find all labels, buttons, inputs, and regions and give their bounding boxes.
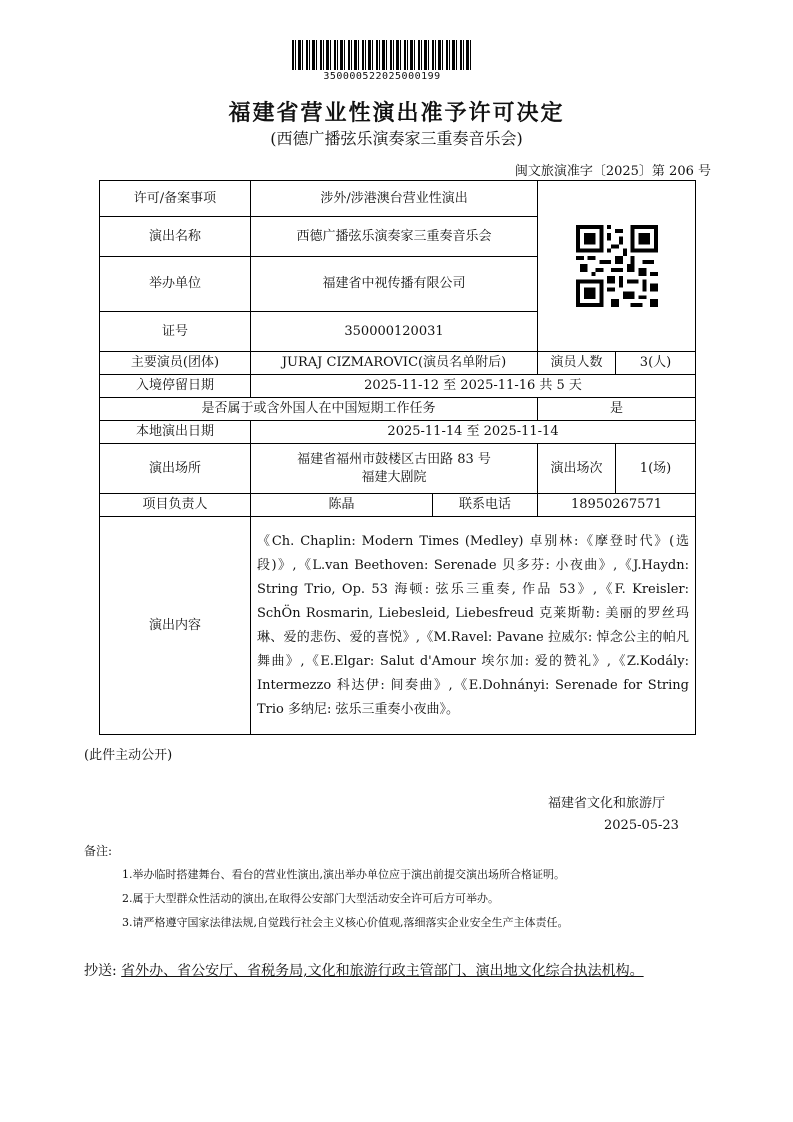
value-performer-count: 3(人) (616, 352, 696, 375)
label-show-count: 演出场次 (538, 444, 616, 494)
barcode-number: 350000522025000199 (323, 71, 441, 82)
label-permit-item: 许可/备案事项 (100, 181, 251, 217)
label-program: 演出内容 (100, 517, 251, 735)
qr-code-icon (576, 225, 658, 307)
note-item: 1.举办临时搭建舞台、看台的营业性演出,演出举办单位应于演出前提交演出场所合格证明。 (122, 868, 565, 881)
value-entry-stay-dates: 2025-11-12 至 2025-11-16 共 5 天 (251, 375, 696, 398)
value-organizer: 福建省中视传播有限公司 (251, 257, 538, 312)
note-item: 3.请严格遵守国家法律法规,自觉践行社会主义核心价值观,落细落实企业安全生产主体责任。 (122, 916, 569, 929)
label-local-show-dates: 本地演出日期 (100, 421, 251, 444)
label-main-performers: 主要演员(团体) (100, 352, 251, 375)
label-foreign-work-task: 是否属于或含外国人在中国短期工作任务 (100, 398, 538, 421)
public-disclosure-note: (此件主动公开) (84, 748, 173, 763)
label-license-number: 证号 (100, 312, 251, 352)
venue-address: 福建省福州市鼓楼区古田路 83 号 (297, 451, 491, 467)
document-title: 福建省营业性演出准予许可决定 (228, 101, 565, 126)
label-entry-stay-dates: 入境停留日期 (100, 375, 251, 398)
value-phone: 18950267571 (538, 494, 696, 517)
label-phone: 联系电话 (433, 494, 538, 517)
value-venue (251, 444, 538, 494)
document-number: 闽文旅演准字〔2025〕第 206 号 (514, 164, 711, 179)
cc-recipients: 省外办、省公安厅、省税务局,文化和旅游行政主管部门、演出地文化综合执法机构。 (121, 963, 644, 979)
value-show-count: 1(场) (616, 444, 696, 494)
value-project-lead: 陈晶 (251, 494, 433, 517)
label-organizer: 举办单位 (100, 257, 251, 312)
cc-label: 抄送: (84, 963, 117, 979)
note-item: 2.属于大型群众性活动的演出,在取得公安部门大型活动安全许可后方可举办。 (122, 892, 499, 905)
venue-name: 福建大剧院 (361, 469, 427, 485)
carbon-copy (84, 960, 714, 982)
value-foreign-work-task: 是 (538, 398, 696, 421)
value-license-number: 350000120031 (251, 312, 538, 352)
label-show-name: 演出名称 (100, 217, 251, 257)
issue-date: 2025-05-23 (604, 818, 679, 833)
value-permit-item: 涉外/涉港澳台营业性演出 (251, 181, 538, 217)
issuing-authority: 福建省文化和旅游厅 (548, 796, 666, 811)
label-project-lead: 项目负责人 (100, 494, 251, 517)
label-venue: 演出场所 (100, 444, 251, 494)
value-main-performers: JURAJ CIZMAROVIC(演员名单附后) (251, 352, 538, 375)
value-program: 《Ch. Chaplin: Modern Times (Medley) 卓别林:《摩登时代》(选段)》,《L.van Beethoven: Serenade 贝多芬: 小夜曲》,《J.Haydn: String Trio, Op. 53 海顿: 弦乐三重奏, 作品 53》,《F. Kreisler: SchÖn Rosmarin, Liebesleid, Liebesfreud 克莱斯勒: 美丽的罗丝玛琳、爱的悲伤、爱的喜悦》,《M.Ravel: Pavane 拉威尔: 悼念公主的帕凡舞曲》,《E.Elgar: Salut d'Amour 埃尔加: 爱的赞礼》,《Z.Kodály: Intermezzo 科达伊: 间奏曲》,《E.Dohnányi: Serenade for String Trio 多纳尼: 弦乐三重奏小夜曲》。 (251, 517, 696, 735)
label-performer-count: 演员人数 (538, 352, 616, 375)
barcode (292, 40, 472, 70)
value-local-show-dates: 2025-11-14 至 2025-11-14 (251, 421, 696, 444)
notes-heading: 备注: (84, 844, 113, 858)
document-subtitle: (西德广播弦乐演奏家三重奏音乐会) (270, 129, 523, 148)
permit-table (99, 180, 696, 735)
qr-cell (538, 181, 696, 352)
value-show-name: 西德广播弦乐演奏家三重奏音乐会 (251, 217, 538, 257)
